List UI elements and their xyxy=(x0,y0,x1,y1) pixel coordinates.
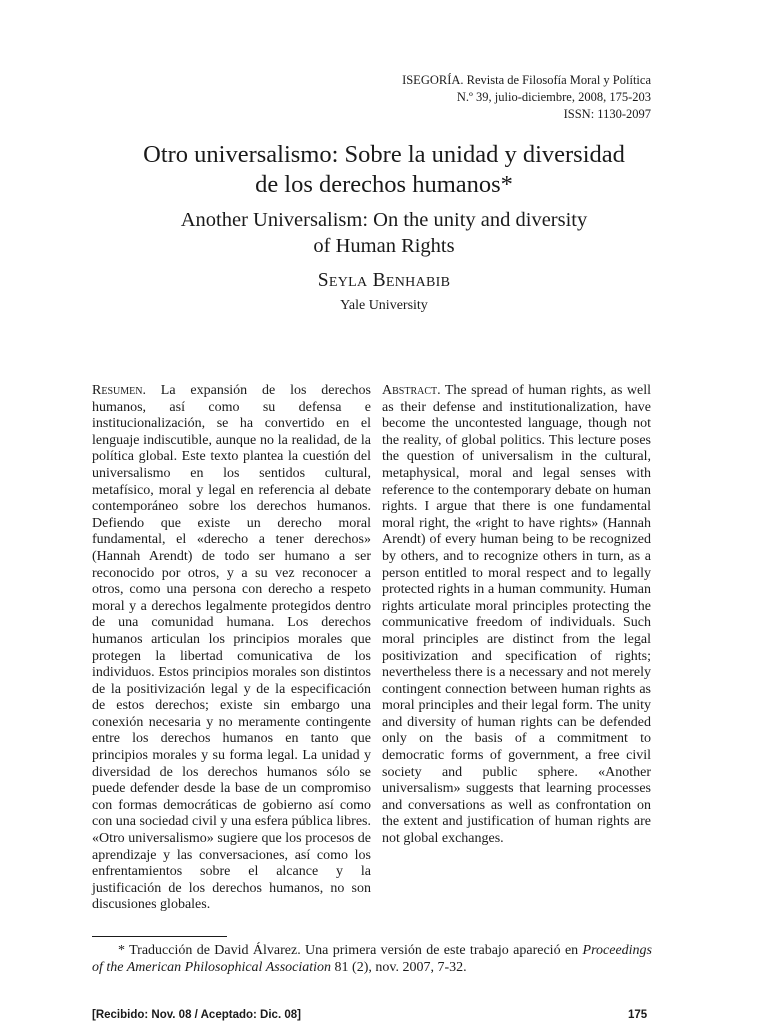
resumen-paragraph xyxy=(92,383,371,914)
resumen-text: La expansión de los derechos humanos, así como su defensa e institucionalización, se ha convertido en el lenguaje indiscutible, aunque no la realidad, de la política global. Este texto plantea la cuestión del universalismo en los sentidos cultural, metafísico, moral y legal en referencia al debate contemporáneo sobre los derechos humanos. Defiendo que existe un derecho moral fundamental, el «derecho a tener derechos» (Hannah Arendt) de todo ser humano a ser reconocido por otros, y a su vez reconocer a otros, como una persona con derecho a respeto moral y a derechos legalmente protegidos dentro de una comunidad humana. Los derechos humanos articulan los principios morales que protegen la libertad comunicativa de los individuos. Estos principios morales son distintos de la positivización legal y de la especificación de estos derechos; existe sin embargo una conexión necesaria y no meramente contingente entre los derechos humanos en tanto que principios morales y su forma legal. La unidad y diversidad de los derechos humanos sólo se puede defender desde la base de un compromiso con formas democráticas de gobierno así como con una sociedad civil y una esfera pública libres. «Otro universalismo» sugiere que los procesos de aprendizaje y las conversaciones, así como los enfrentamientos sobre el alcance y la justificación de los derechos humanos, no son discusiones globales. xyxy=(92,383,371,913)
journal-name: ISEGORÍA. Revista de Filosofía Moral y Política xyxy=(402,73,651,87)
title-spanish-line2: de los derechos humanos* xyxy=(255,171,513,198)
title-spanish xyxy=(0,140,768,200)
title-english xyxy=(0,207,768,259)
title-spanish-line1: Otro universalismo: Sobre la unidad y diversidad xyxy=(143,141,625,168)
author-affiliation: Yale University xyxy=(340,298,428,313)
journal-issn: ISSN: 1130-2097 xyxy=(563,107,651,121)
abstract-paragraph xyxy=(382,383,651,848)
title-english-line2: of Human Rights xyxy=(313,235,455,257)
title-english-line1: Another Universalism: On the unity and diversity xyxy=(180,209,588,231)
abstract-label: Abstract. xyxy=(382,383,441,398)
author-name: Seyla Benhabib xyxy=(317,270,451,291)
journal-header xyxy=(402,72,651,123)
footnote-lead: * Traducción de David Álvarez. Una primera versión de este trabajo apareció en xyxy=(118,943,579,958)
footnote-divider xyxy=(92,936,227,937)
abstract-text: The spread of human rights, as well as their defense and institutionalization, have become the uncontested language, though not the reality, of global politics. This lecture poses the question of universalism in the cultural, metaphysical, moral and legal senses with reference to the contemporary debate on human rights. I argue that there is one fundamental moral right, the «right to have rights» (Hannah Arendt) of every human being to be recognized by others, and to recognize others in turn, as a person entitled to moral respect and to legally protected rights in a human community. Human rights articulate moral principles protecting the communicative freedom of individuals. Such moral principles are distinct from the legal positivization and specification of rights; nevertheless there is a necessary and not merely contingent connection between human rights as moral principles and their legal form. The unity and diversity of human rights can be defended only on the basis of a commitment to democratic forms of government, a free civil society and public sphere. «Another universalism» suggests that learning processes and conversations as well as confrontation on the extent and justification of human rights are not global exchanges. xyxy=(382,383,651,847)
page-number: 175 xyxy=(628,1009,648,1021)
resumen-label: Resumen. xyxy=(92,383,146,398)
footnote-source: Proceedings of the American Philosophical Association xyxy=(92,943,652,975)
received-accepted-dates: [Recibido: Nov. 08 / Aceptado: Dic. 08] xyxy=(92,1009,301,1021)
footnote-tail: 81 (2), nov. 2007, 7-32. xyxy=(331,960,467,975)
footnote xyxy=(92,942,652,976)
journal-issue: N.º 39, julio-diciembre, 2008, 175-203 xyxy=(456,90,651,104)
